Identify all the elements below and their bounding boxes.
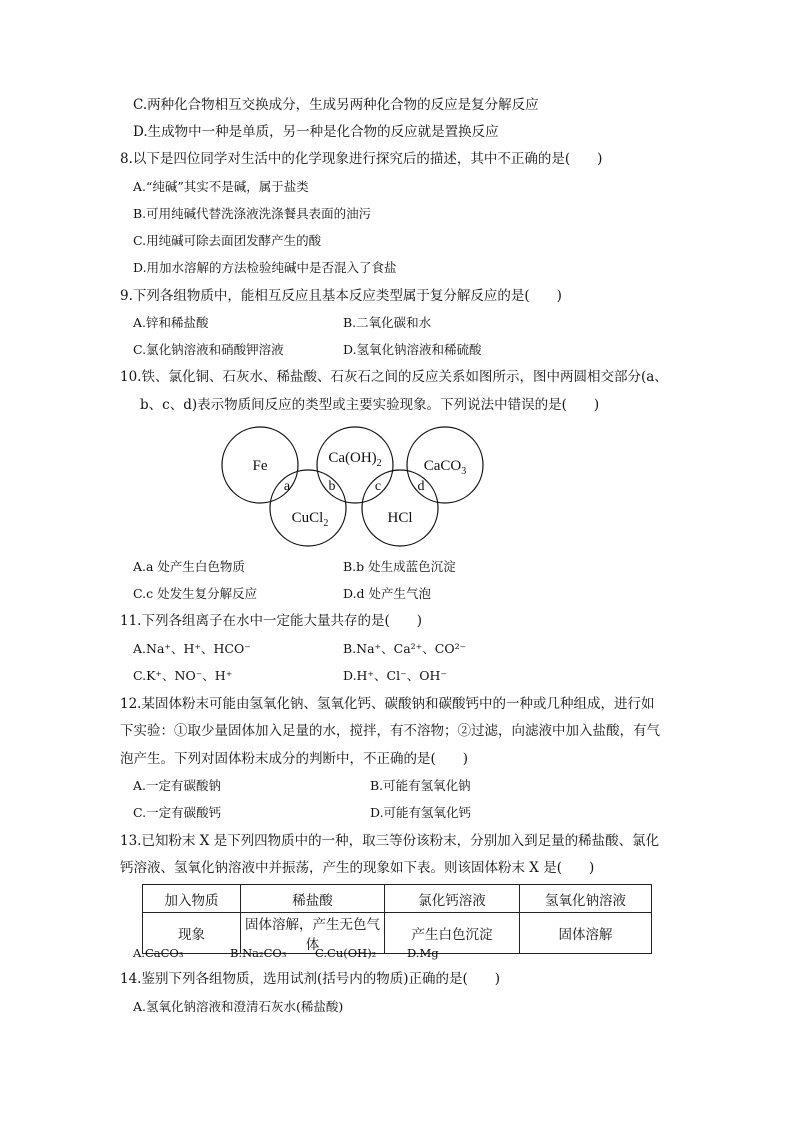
q9-option-d: D.氢氧化钠溶液和稀硫酸: [343, 342, 482, 357]
label-d: d: [417, 479, 425, 494]
q11-option-a: A.Na⁺、H⁺、HCO⁻: [133, 641, 251, 656]
table-header-cell: 稀盐酸: [241, 885, 385, 913]
q9-option-a: A.锌和稀盐酸: [133, 315, 209, 330]
q8-stem: 8.以下是四位同学对生活中的化学现象进行探究后的描述，其中不正确的是( ): [120, 151, 603, 167]
q13-phenomena-table: [142, 884, 652, 954]
label-b: b: [328, 479, 336, 494]
label-c: c: [374, 479, 382, 494]
q8-option-a: A.“纯碱”其实不是碱，属于盐类: [133, 179, 309, 194]
q13-option-b: B.Na₂CO₃: [230, 946, 287, 960]
q9-option-b: B.二氧化碳和水: [343, 315, 432, 330]
q10-option-d: D.d 处产生气泡: [343, 586, 432, 601]
table-header-cell: 氢氧化钠溶液: [520, 885, 652, 913]
table-cell: 现象: [143, 913, 241, 954]
q10-venn-diagram: [215, 418, 485, 550]
label-hcl: HCl: [387, 510, 413, 526]
label-caoh2: $Ca(OH)_2$: [328, 450, 382, 469]
q12-stem-line2: 下实验：①取少量固体加入足量的水，搅拌，有不溶物；②过滤，向滤液中加入盐酸，有气: [120, 723, 660, 739]
q12-stem-line1: 12.某固体粉末可能由氢氧化钠、氢氧化钙、碳酸钠和碳酸钙中的一种或几种组成，进行如: [120, 696, 655, 712]
table-header-cell: 氯化钙溶液: [385, 885, 520, 913]
q13-stem-line2: 钙溶液、氢氧化钠溶液中并振荡，产生的现象如下表。则该固体粉末 X 是( ): [120, 860, 595, 876]
q14-option-a: A.氢氧化钠溶液和澄清石灰水(稀盐酸): [133, 999, 344, 1014]
q13-option-d: D.Mg: [407, 946, 439, 960]
q13-option-a: A.CaCO₃: [133, 946, 184, 960]
q10-option-c: C.c 处发生复分解反应: [133, 586, 258, 601]
q8-option-c: C.用纯碱可除去面团发酵产生的酸: [133, 233, 322, 248]
table-cell: 固体溶解，产生无色气体: [241, 913, 385, 954]
table-header-row: [143, 885, 652, 913]
q9-stem: 9.下列各组物质中，能相互反应且基本反应类型属于复分解反应的是( ): [120, 288, 562, 304]
q8-option-d: D.用加水溶解的方法检验纯碱中是否混入了食盐: [133, 260, 397, 275]
table-cell: 产生白色沉淀: [385, 913, 520, 954]
q12-option-a: A.一定有碳酸钠: [133, 778, 222, 793]
q11-stem: 11.下列各组离子在水中一定能大量共存的是( ): [120, 613, 423, 629]
q10-stem-line1: 10.铁、氯化铜、石灰水、稀盐酸、石灰石之间的反应关系如图所示，图中两圆相交部分(a、: [120, 369, 668, 385]
q12-option-b: B.可能有氢氧化钠: [370, 778, 471, 793]
q11-option-c: C.K⁺、NO⁻、H⁺: [133, 668, 233, 683]
q9-option-c: C.氯化钠溶液和硝酸钾溶液: [133, 342, 284, 357]
table-header-cell: 加入物质: [143, 885, 241, 913]
label-fe: Fe: [252, 458, 268, 474]
q14-stem: 14.鉴别下列各组物质，选用试剂(括号内的物质)正确的是( ): [120, 971, 501, 987]
circle-hcl: [362, 470, 438, 546]
q10-stem-line2: b、c、d)表示物质间反应的类型或主要实验现象。下列说法中错误的是( ): [140, 397, 600, 413]
q7-option-d: D.生成物中一种是单质，另一种是化合物的反应就是置换反应: [133, 124, 499, 140]
table-row: [143, 913, 652, 954]
label-a: a: [283, 479, 291, 494]
q12-stem-line3: 泡产生。下列对固体粉末成分的判断中，不正确的是( ): [120, 751, 469, 767]
q11-option-b: B.Na⁺、Ca²⁺、CO²⁻: [343, 641, 467, 656]
q10-option-b: B.b 处生成蓝色沉淀: [343, 559, 456, 574]
q7-option-c: C.两种化合物相互交换成分，生成另两种化合物的反应是复分解反应: [133, 97, 539, 113]
q8-option-b: B.可用纯碱代替洗涤液洗涤餐具表面的油污: [133, 206, 372, 221]
table-cell: 固体溶解: [520, 913, 652, 954]
label-caco3: CaCO$_3$: [423, 458, 467, 477]
q11-option-d: D.H⁺、Cl⁻、OH⁻: [343, 668, 447, 683]
q13-stem-line1: 13.已知粉末 X 是下列四物质中的一种，取三等份该粉末，分别加入到足量的稀盐酸、氯化: [120, 833, 660, 849]
q12-option-d: D.可能有氢氧化钙: [370, 805, 472, 820]
q13-option-c: C.Cu(OH)₂: [315, 946, 377, 960]
q10-option-a: A.a 处产生白色物质: [133, 559, 245, 574]
label-cucl2: CuCl$_2$: [291, 510, 329, 529]
q12-option-c: C.一定有碳酸钙: [133, 805, 222, 820]
